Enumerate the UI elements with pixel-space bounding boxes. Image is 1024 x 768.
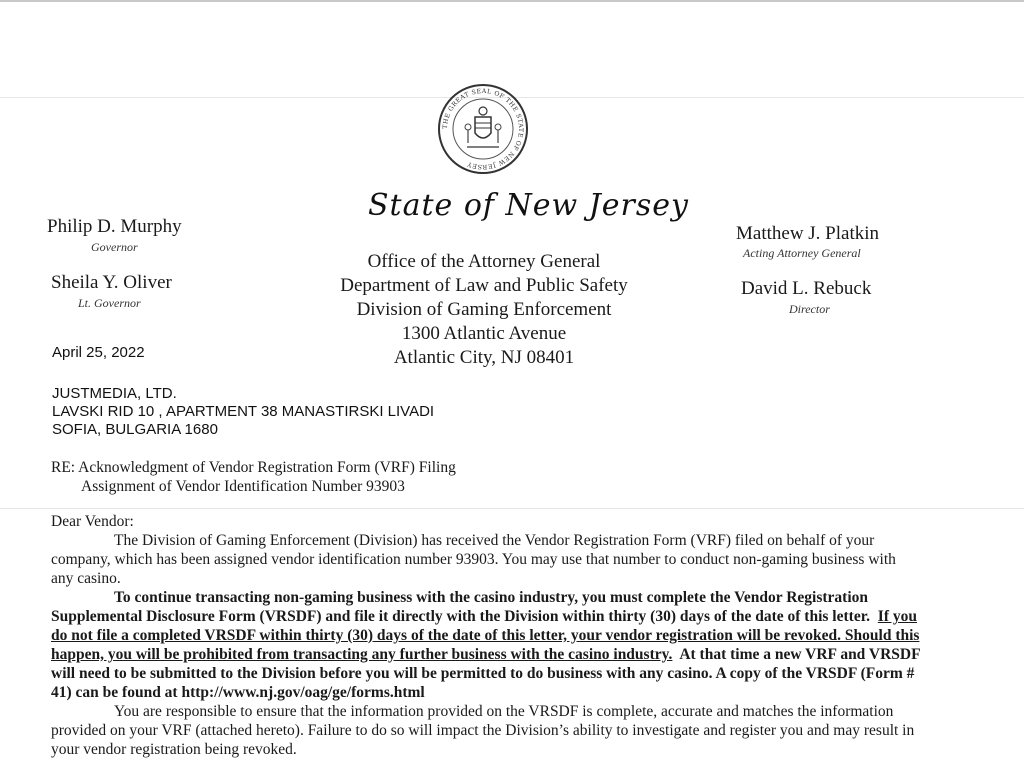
- office-line: Department of Law and Public Safety: [340, 275, 628, 296]
- attorney-general-name: Matthew J. Platkin: [736, 223, 880, 244]
- recipient-line: JUSTMEDIA, LTD.: [52, 385, 177, 402]
- state-title: State of New Jersey: [368, 188, 689, 223]
- scan-edge-line: [0, 0, 1024, 2]
- paragraph-1: The Division of Gaming Enforcement (Division) has received the Vendor Registration Form (VRF) filed on behalf of your company, which has been assigned vendor identification number 93903. You may use that number to conduct non-gaming business with any casino.: [51, 532, 896, 587]
- governor-name: Philip D. Murphy: [47, 216, 182, 237]
- paragraph-2-bold: To continue transacting non-gaming business with the casino industry, you must complete the Vendor Registration Supplemental Disclosure Form (VRSDF) and file it directly with the Division within thirty (30) days of the date of this letter.: [51, 589, 871, 625]
- paragraph-3: You are responsible to ensure that the information provided on the VRSDF is complete, accurate and matches the information provided on your VRF (attached hereto). Failure to do so will impact the Division’s ability to investigate and register you and may result in your vendor registration being revoked.: [51, 703, 915, 758]
- paragraph-2-tail: At that time a new VRF and VRSDF will need to be submitted to the Division before you will be permitted to do business with any casino. A copy of the VRSDF (Form # 41) can be found at http://www.nj.gov/oag/ge/forms.html: [51, 646, 920, 701]
- seal-ring-text: THE GREAT SEAL OF THE STATE OF NEW JERSEY: [441, 87, 525, 171]
- letter-date: April 25, 2022: [52, 344, 145, 361]
- paragraph-2: [51, 588, 921, 702]
- director-name: David L. Rebuck: [741, 278, 872, 299]
- salutation: Dear Vendor:: [51, 513, 134, 530]
- letter-body: [51, 512, 921, 759]
- paper-fold-line: [0, 508, 1024, 509]
- recipient-line: LAVSKI RID 10 , APARTMENT 38 MANASTIRSKI LIVADI: [52, 403, 435, 420]
- governor-title: Governor: [91, 240, 138, 254]
- attorney-general-title: Acting Attorney General: [743, 246, 861, 260]
- re-line-number: Assignment of Vendor Identification Number 93903: [81, 478, 405, 495]
- office-line: Office of the Attorney General: [367, 251, 601, 272]
- office-line: 1300 Atlantic Avenue: [401, 323, 567, 344]
- office-address-block: [314, 250, 654, 370]
- revocation-warning: If you do not file a completed VRSDF within thirty (30) days of the date of this letter, your vendor registration will be revoked. Should this happen, you will be prohibited from transacting any further business with the casino industry.: [51, 608, 920, 663]
- recipient-line: SOFIA, BULGARIA 1680: [52, 421, 218, 438]
- lt-governor-title: Lt. Governor: [78, 296, 141, 310]
- office-line: Division of Gaming Enforcement: [356, 299, 612, 320]
- svg-text:THE GREAT SEAL OF THE STATE OF: [442, 88, 524, 170]
- office-line: Atlantic City, NJ 08401: [393, 347, 575, 368]
- re-line: RE: Acknowledgment of Vendor Registration Form (VRF) Filing: [51, 459, 456, 476]
- director-title: Director: [789, 302, 830, 316]
- state-seal-icon: [437, 83, 529, 175]
- lt-governor-name: Sheila Y. Oliver: [51, 272, 172, 293]
